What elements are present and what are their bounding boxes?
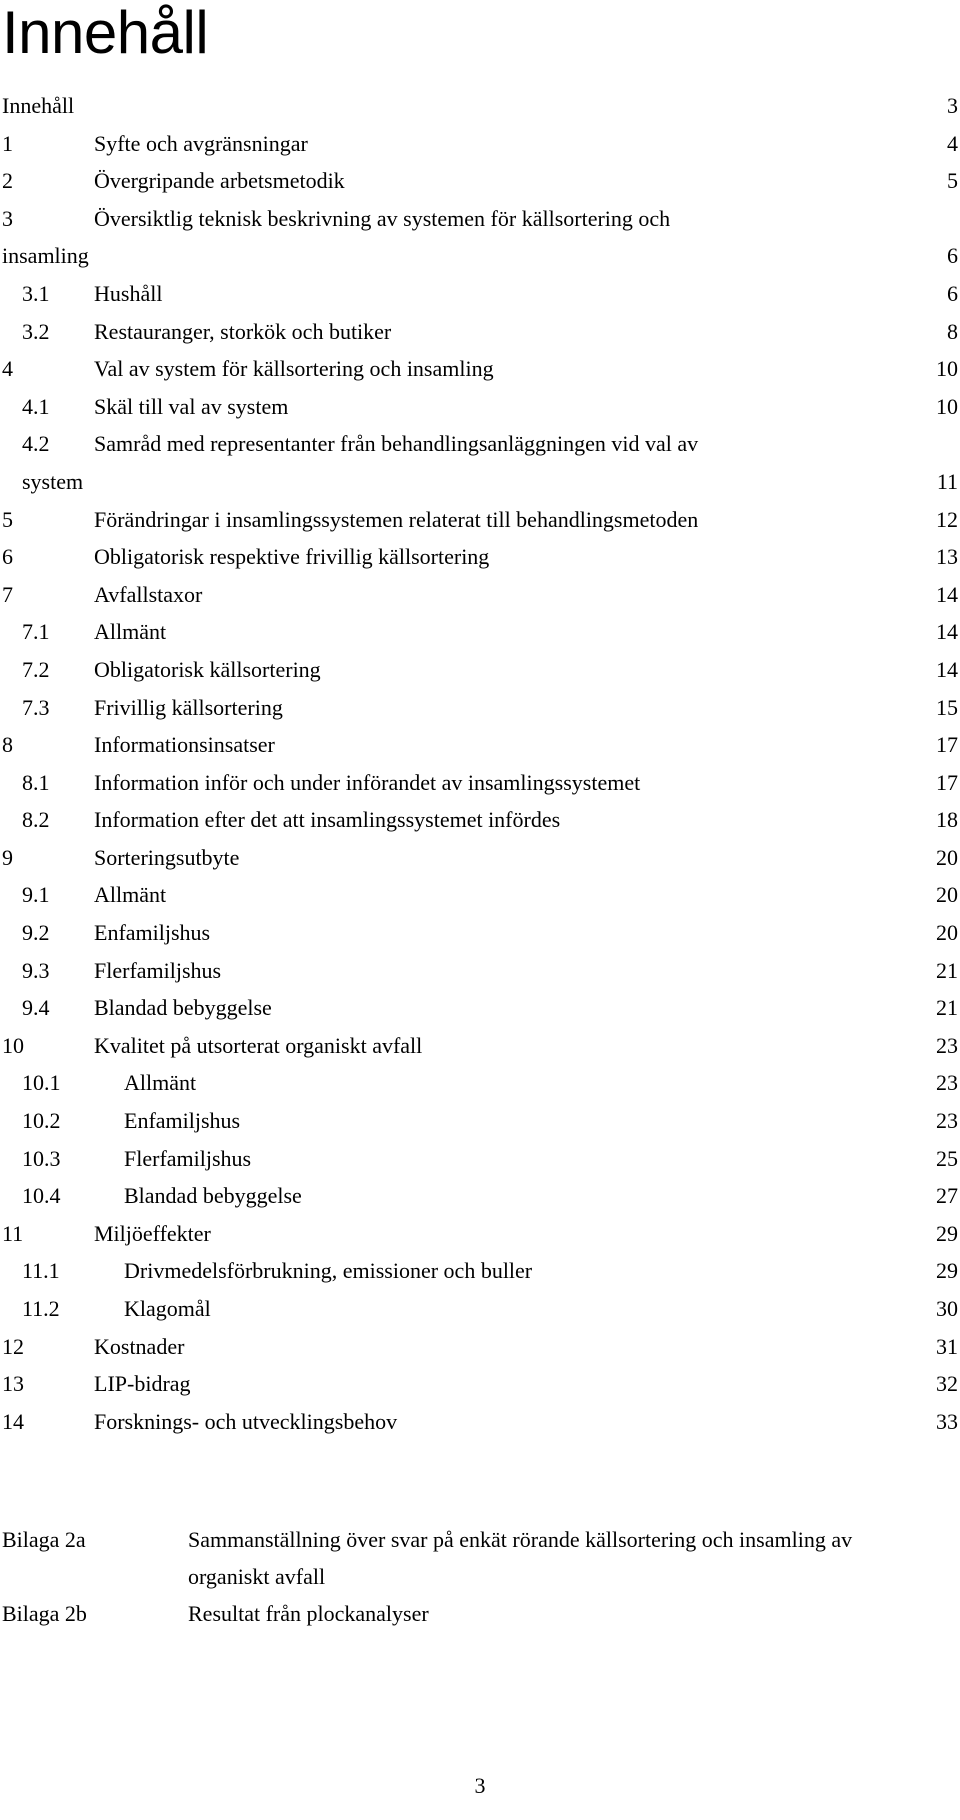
toc-entry[interactable] bbox=[0, 617, 960, 655]
page-heading: Innehåll bbox=[2, 0, 209, 66]
table-of-contents bbox=[0, 91, 960, 1444]
toc-entry-number: 3.2 bbox=[22, 318, 50, 344]
toc-entry-title: Flerfamiljshus bbox=[124, 1145, 252, 1171]
toc-entry-number: 11.1 bbox=[22, 1258, 60, 1284]
toc-entry-number: 8.2 bbox=[22, 807, 50, 833]
toc-entry-page: 23 bbox=[936, 1032, 958, 1058]
toc-entry[interactable] bbox=[0, 429, 960, 467]
toc-entry-title: Översiktlig teknisk beskrivning av systemen för källsortering och bbox=[94, 205, 671, 231]
page-number: 3 bbox=[474, 1773, 486, 1798]
toc-entry-page: 31 bbox=[936, 1333, 958, 1359]
toc-entry-page: 4 bbox=[947, 130, 958, 156]
toc-entry-number: 10.1 bbox=[22, 1070, 61, 1096]
toc-entry-page: 11 bbox=[936, 468, 958, 494]
toc-entry-page: 17 bbox=[936, 732, 958, 758]
toc-entry-page: 10 bbox=[936, 393, 958, 419]
toc-entry-number: Innehåll bbox=[2, 93, 75, 118]
toc-entry-title-continuation: insamling bbox=[2, 243, 89, 269]
toc-entry-number: 7.1 bbox=[22, 619, 50, 645]
toc-entry[interactable] bbox=[0, 843, 960, 881]
appendix-item bbox=[0, 1595, 960, 1632]
toc-entry-number: 11 bbox=[2, 1220, 24, 1246]
toc-entry-number: 5 bbox=[2, 506, 13, 532]
toc-entry[interactable] bbox=[0, 1407, 960, 1445]
toc-entry-number: 4.2 bbox=[22, 431, 50, 457]
toc-entry-number: 7 bbox=[2, 581, 13, 607]
toc-entry-page: 14 bbox=[936, 619, 958, 645]
toc-entry-number: 13 bbox=[2, 1371, 24, 1397]
toc-entry-page: 14 bbox=[936, 656, 958, 682]
toc-entry-title: Allmänt bbox=[124, 1070, 197, 1096]
toc-entry-number: 2 bbox=[2, 168, 13, 194]
toc-entry-title: Förändringar i insamlingssystemen relaterat till behandlingsmetoden bbox=[94, 506, 699, 532]
toc-entry-page: 23 bbox=[936, 1070, 958, 1096]
toc-entry-page: 6 bbox=[947, 243, 958, 269]
toc-entry-title: Enfamiljshus bbox=[94, 920, 211, 946]
toc-entry-title: Skäl till val av system bbox=[94, 393, 289, 419]
toc-entry-page: 15 bbox=[936, 694, 958, 720]
toc-entry-page: 33 bbox=[936, 1408, 958, 1434]
toc-entry[interactable] bbox=[0, 1332, 960, 1370]
appendix-list bbox=[0, 1521, 960, 1632]
toc-entry-page: 23 bbox=[936, 1108, 958, 1134]
toc-entry-title: Kostnader bbox=[94, 1333, 185, 1359]
toc-entry-page: 12 bbox=[936, 506, 958, 532]
toc-entry-number: 8.1 bbox=[22, 769, 50, 795]
toc-entry[interactable] bbox=[0, 1144, 960, 1182]
toc-entry-page: 27 bbox=[936, 1183, 958, 1209]
toc-entry[interactable] bbox=[0, 129, 960, 167]
toc-entry-page: 6 bbox=[947, 280, 958, 306]
toc-entry-page: 29 bbox=[936, 1258, 958, 1284]
toc-entry-number: 7.2 bbox=[22, 656, 50, 682]
toc-entry-title: Blandad bebyggelse bbox=[124, 1183, 302, 1209]
toc-entry-title: Klagomål bbox=[124, 1296, 211, 1321]
toc-entry[interactable] bbox=[0, 317, 960, 355]
toc-entry[interactable] bbox=[0, 768, 960, 806]
toc-entry-page: 17 bbox=[936, 769, 958, 795]
toc-entry[interactable] bbox=[0, 918, 960, 956]
toc-entry-title: Val av system för källsortering och insamling bbox=[94, 356, 494, 382]
toc-entry-page: 18 bbox=[936, 807, 958, 833]
toc-entry[interactable] bbox=[0, 1294, 960, 1332]
appendix-item bbox=[0, 1521, 960, 1595]
appendix-label: Bilaga 2b bbox=[2, 1601, 87, 1626]
toc-entry-page: 14 bbox=[936, 581, 958, 607]
appendix-label: Bilaga 2a bbox=[2, 1527, 86, 1552]
appendix-description: Resultat från plockanalyser bbox=[188, 1601, 429, 1626]
toc-entry-number: 14 bbox=[2, 1408, 24, 1434]
toc-entry-title: Kvalitet på utsorterat organiskt avfall bbox=[94, 1032, 423, 1058]
toc-entry[interactable] bbox=[0, 805, 960, 843]
toc-entry[interactable] bbox=[0, 1106, 960, 1144]
toc-entry-title: Enfamiljshus bbox=[124, 1108, 241, 1134]
toc-entry[interactable] bbox=[0, 204, 960, 242]
toc-entry[interactable] bbox=[0, 1256, 960, 1294]
toc-entry-page: 29 bbox=[936, 1220, 958, 1246]
toc-entry[interactable] bbox=[0, 730, 960, 768]
toc-entry[interactable] bbox=[0, 91, 960, 129]
toc-entry-page: 3 bbox=[947, 93, 958, 118]
toc-entry[interactable] bbox=[0, 1068, 960, 1106]
toc-entry-page: 20 bbox=[936, 882, 958, 908]
toc-entry[interactable] bbox=[0, 542, 960, 580]
toc-entry-number: 7.3 bbox=[22, 694, 50, 720]
toc-entry-title: Obligatorisk respektive frivillig källsortering bbox=[94, 544, 490, 570]
toc-entry[interactable] bbox=[0, 505, 960, 543]
toc-entry-title: Flerfamiljshus bbox=[94, 957, 222, 983]
appendix-description: Sammanställning över svar på enkät rörande källsortering och insamling av organiskt avfall bbox=[188, 1527, 853, 1589]
toc-entry-number: 1 bbox=[2, 130, 13, 156]
toc-entry-page: 32 bbox=[936, 1371, 958, 1397]
toc-entry-page: 20 bbox=[936, 844, 958, 870]
toc-entry-page: 5 bbox=[947, 168, 958, 194]
toc-entry-title: Drivmedelsförbrukning, emissioner och buller bbox=[124, 1258, 533, 1284]
toc-entry[interactable] bbox=[0, 1219, 960, 1257]
toc-entry-title: Restauranger, storkök och butiker bbox=[94, 318, 392, 344]
toc-entry-number: 9 bbox=[2, 844, 13, 870]
toc-entry-title: Hushåll bbox=[94, 280, 163, 306]
toc-entry-title: Allmänt bbox=[94, 882, 167, 908]
toc-entry-number: 12 bbox=[2, 1333, 24, 1359]
toc-entry-title: Avfallstaxor bbox=[94, 581, 203, 607]
toc-entry-page: 21 bbox=[936, 995, 958, 1021]
toc-entry[interactable] bbox=[0, 392, 960, 430]
toc-entry-number: 6 bbox=[2, 544, 13, 570]
toc-entry-page: 20 bbox=[936, 920, 958, 946]
toc-entry[interactable] bbox=[0, 354, 960, 392]
toc-entry-page: 13 bbox=[936, 544, 958, 570]
toc-entry-title: Information inför och under införandet av insamlingssystemet bbox=[94, 769, 641, 795]
toc-entry[interactable] bbox=[0, 166, 960, 204]
toc-entry[interactable] bbox=[0, 655, 960, 693]
toc-entry-number: 10.3 bbox=[22, 1145, 61, 1171]
toc-entry-title: Sorteringsutbyte bbox=[94, 844, 240, 870]
toc-entry-number: 9.3 bbox=[22, 957, 50, 983]
toc-entry-number: 11.2 bbox=[22, 1296, 60, 1321]
toc-entry-page: 25 bbox=[936, 1145, 958, 1171]
toc-entry[interactable] bbox=[0, 580, 960, 618]
toc-entry-title: Allmänt bbox=[94, 619, 167, 645]
toc-entry-number: 3 bbox=[2, 205, 13, 231]
toc-entry-title-continuation: system bbox=[22, 468, 84, 494]
toc-entry-number: 10.4 bbox=[22, 1183, 61, 1209]
toc-entry-continuation-line[interactable] bbox=[0, 241, 960, 279]
toc-entry-number: 10.2 bbox=[22, 1108, 61, 1134]
toc-entry-title: Miljöeffekter bbox=[94, 1220, 211, 1246]
toc-entry-number: 8 bbox=[2, 732, 13, 758]
toc-entry-page: 21 bbox=[936, 957, 958, 983]
toc-entry-number: 10 bbox=[2, 1032, 24, 1058]
toc-entry-title: Frivillig källsortering bbox=[94, 694, 283, 720]
toc-entry-title: Blandad bebyggelse bbox=[94, 995, 272, 1021]
toc-entry-number: 4 bbox=[2, 356, 13, 382]
toc-entry[interactable] bbox=[0, 1031, 960, 1069]
toc-entry-number: 3.1 bbox=[22, 280, 50, 306]
toc-entry-page: 30 bbox=[936, 1296, 958, 1321]
toc-entry[interactable] bbox=[0, 1369, 960, 1407]
toc-entry-number: 9.1 bbox=[22, 882, 50, 908]
toc-entry-title: Samråd med representanter från behandlingsanläggningen vid val av bbox=[94, 431, 699, 457]
toc-entry-title: LIP-bidrag bbox=[94, 1371, 191, 1397]
toc-entry-page: 10 bbox=[936, 356, 958, 382]
toc-entry-title: Information efter det att insamlingssystemet infördes bbox=[94, 807, 561, 833]
toc-entry[interactable] bbox=[0, 956, 960, 994]
toc-entry-title: Forsknings- och utvecklingsbehov bbox=[94, 1408, 398, 1434]
toc-entry[interactable] bbox=[0, 880, 960, 918]
toc-entry[interactable] bbox=[0, 279, 960, 317]
toc-entry-page: 8 bbox=[947, 318, 958, 344]
toc-entry[interactable] bbox=[0, 1181, 960, 1219]
toc-entry-number: 9.2 bbox=[22, 920, 50, 946]
toc-entry-title: Syfte och avgränsningar bbox=[94, 130, 308, 156]
toc-entry-number: 4.1 bbox=[22, 393, 50, 419]
toc-entry-title: Övergripande arbetsmetodik bbox=[94, 168, 345, 194]
toc-entry-number: 9.4 bbox=[22, 995, 50, 1021]
toc-entry[interactable] bbox=[0, 993, 960, 1031]
toc-entry[interactable] bbox=[0, 693, 960, 731]
toc-entry-title: Obligatorisk källsortering bbox=[94, 656, 321, 682]
toc-entry-title: Informationsinsatser bbox=[94, 732, 275, 758]
toc-entry-continuation-line[interactable] bbox=[0, 467, 960, 505]
